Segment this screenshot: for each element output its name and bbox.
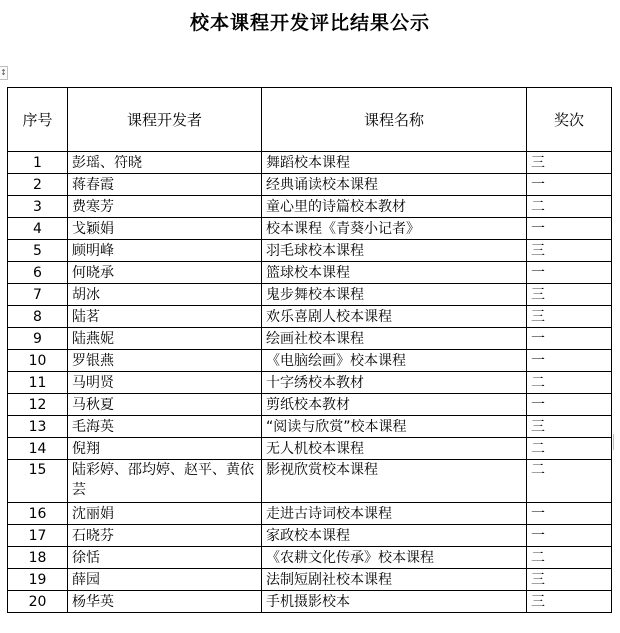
row-award: 一: [527, 350, 612, 372]
table-row: [8, 416, 612, 438]
row-num: 20: [8, 591, 68, 613]
table-row: [8, 262, 612, 284]
row-num: 1: [8, 152, 68, 174]
row-num: 8: [8, 306, 68, 328]
row-developer: 马秋夏: [68, 394, 262, 416]
row-award: 二: [527, 547, 612, 569]
row-award: 三: [527, 284, 612, 306]
table-row: [8, 372, 612, 394]
row-developer: 顾明峰: [68, 240, 262, 262]
table-row: [8, 152, 612, 174]
table-row: [8, 328, 612, 350]
row-num: 4: [8, 218, 68, 240]
row-award: 二: [527, 372, 612, 394]
row-award: 三: [527, 240, 612, 262]
row-award: 一: [527, 262, 612, 284]
row-developer: 陆彩婷、邵均婷、赵平、黄依芸: [68, 460, 262, 503]
row-award: 二: [527, 438, 612, 460]
row-award: 三: [527, 306, 612, 328]
row-developer: 倪翔: [68, 438, 262, 460]
row-award: 三: [527, 152, 612, 174]
row-course: 童心里的诗篇校本教材: [262, 196, 527, 218]
row-course: 手机摄影校本: [262, 591, 527, 613]
row-award: 一: [527, 174, 612, 196]
row-course: 《电脑绘画》校本课程: [262, 350, 527, 372]
row-num: 11: [8, 372, 68, 394]
row-award: 二: [527, 460, 612, 503]
row-developer: 彭瑶、符晓: [68, 152, 262, 174]
row-award: 三: [527, 591, 612, 613]
row-course: 经典诵读校本课程: [262, 174, 527, 196]
row-num: 18: [8, 547, 68, 569]
row-num: 12: [8, 394, 68, 416]
header-num: 序号: [8, 88, 68, 152]
row-num: 17: [8, 525, 68, 547]
table-row: [8, 284, 612, 306]
row-award: 三: [527, 416, 612, 438]
table-row: [8, 350, 612, 372]
row-award: 一: [527, 394, 612, 416]
row-developer: 毛海英: [68, 416, 262, 438]
row-developer: 薛园: [68, 569, 262, 591]
row-num: 10: [8, 350, 68, 372]
row-course: 剪纸校本教材: [262, 394, 527, 416]
table-row: [8, 460, 612, 503]
table-resize-handle[interactable]: [613, 434, 620, 450]
table-row: [8, 438, 612, 460]
table-row: [8, 240, 612, 262]
header-developer: 课程开发者: [68, 88, 262, 152]
row-num: 14: [8, 438, 68, 460]
row-course: 法制短剧社校本课程: [262, 569, 527, 591]
table-row: [8, 394, 612, 416]
row-developer: 沈丽娟: [68, 503, 262, 525]
table-row: [8, 525, 612, 547]
row-award: 一: [527, 525, 612, 547]
table-row: [8, 196, 612, 218]
row-num: 9: [8, 328, 68, 350]
row-course: 影视欣赏校本课程: [262, 460, 527, 503]
table-move-handle-icon[interactable]: ↕: [0, 66, 8, 80]
row-num: 19: [8, 569, 68, 591]
table-row: [8, 503, 612, 525]
row-developer: 戈颖娟: [68, 218, 262, 240]
row-course: 舞蹈校本课程: [262, 152, 527, 174]
row-developer: 徐恬: [68, 547, 262, 569]
row-course: 无人机校本课程: [262, 438, 527, 460]
row-developer: 杨华英: [68, 591, 262, 613]
row-num: 5: [8, 240, 68, 262]
row-developer: 陆茗: [68, 306, 262, 328]
row-num: 6: [8, 262, 68, 284]
row-developer: 何晓承: [68, 262, 262, 284]
page-title: 校本课程开发评比结果公示: [189, 12, 430, 34]
row-course: 欢乐喜剧人校本课程: [262, 306, 527, 328]
table-row: [8, 591, 612, 613]
row-num: 16: [8, 503, 68, 525]
row-course: “阅读与欣赏”校本课程: [262, 416, 527, 438]
row-course: 绘画社校本课程: [262, 328, 527, 350]
row-award: 三: [527, 569, 612, 591]
table-row: [8, 547, 612, 569]
row-award: 一: [527, 328, 612, 350]
row-developer: 马明贤: [68, 372, 262, 394]
row-award: 一: [527, 503, 612, 525]
table-row: [8, 174, 612, 196]
row-num: 13: [8, 416, 68, 438]
row-course: 羽毛球校本课程: [262, 240, 527, 262]
row-num: 15: [8, 460, 68, 503]
row-num: 2: [8, 174, 68, 196]
row-course: 《农耕文化传承》校本课程: [262, 547, 527, 569]
row-developer: 费寒芳: [68, 196, 262, 218]
table-row: [8, 218, 612, 240]
row-award: 二: [527, 196, 612, 218]
row-developer: 蒋春霞: [68, 174, 262, 196]
header-course: 课程名称: [262, 88, 527, 152]
row-course: 走进古诗词校本课程: [262, 503, 527, 525]
row-developer: 罗银燕: [68, 350, 262, 372]
row-award: 一: [527, 218, 612, 240]
results-table: [7, 87, 612, 613]
row-course: 鬼步舞校本课程: [262, 284, 527, 306]
table-row: [8, 569, 612, 591]
row-num: 7: [8, 284, 68, 306]
row-course: 校本课程《青葵小记者》: [262, 218, 527, 240]
table-header-row: [8, 88, 612, 152]
row-developer: 陆燕妮: [68, 328, 262, 350]
row-developer: 胡冰: [68, 284, 262, 306]
row-developer: 石晓芬: [68, 525, 262, 547]
row-course: 家政校本课程: [262, 525, 527, 547]
header-award: 奖次: [527, 88, 612, 152]
row-num: 3: [8, 196, 68, 218]
table-row: [8, 306, 612, 328]
row-course: 篮球校本课程: [262, 262, 527, 284]
row-course: 十字绣校本教材: [262, 372, 527, 394]
